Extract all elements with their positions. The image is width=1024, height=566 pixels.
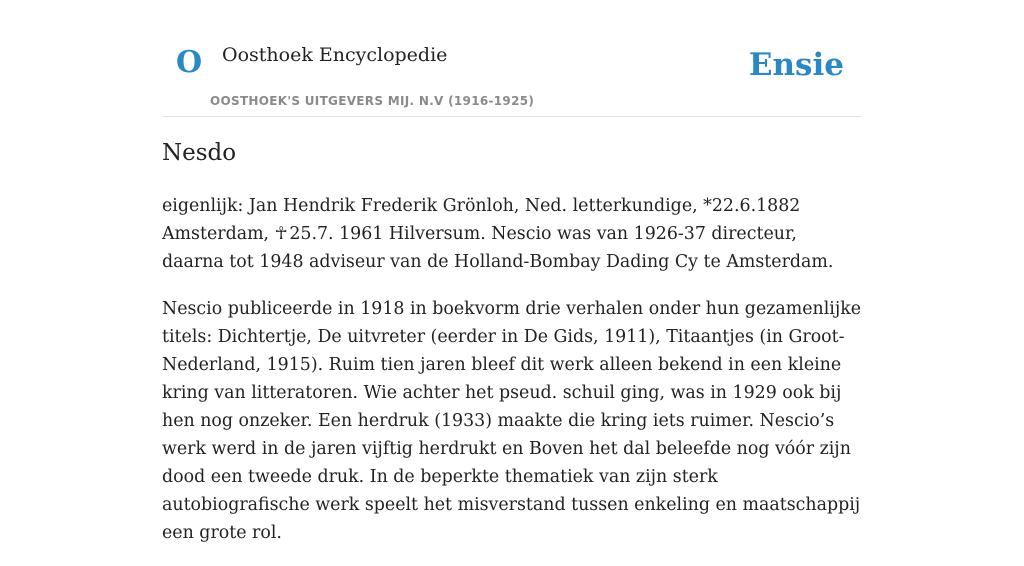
ensie-brand-link[interactable]: Ensie [748, 47, 844, 83]
entry-title: Nesdo [162, 140, 237, 166]
entry-paragraph: Nescio publiceerde in 1918 in boekvorm drie verhalen onder hun gezamenlijke titels: Dichtertje, De uitvreter (eerder in De Gids, 1911), Titaantjes (in Groot-Nederland, 1915). Ruim tien jaren bleef dit werk alleen bekend in een kleine kring van litteratoren. Wie achter het pseud. schuil ging, was in 1929 ook bij hen nog onzeker. Een herdruk (1933) maakte die kring iets ruimer. Nescio’s werk werd in de jaren vijftig herdrukt en Boven het dal beleefde nog vóór zijn dood een tweede druk. In de beperkte thematiek van zijn sterk autobiografische werk speelt het misverstand tussen enkeling en maatschappij een grote rol. [162, 299, 862, 543]
encyclopedia-logo[interactable]: O [176, 45, 203, 80]
encyclopedia-title[interactable]: Oosthoek Encyclopedie [222, 44, 448, 66]
article-page [162, 0, 862, 543]
publisher-subtitle: OOSTHOEK'S UITGEVERS MIJ. N.V (1916-1925) [210, 94, 535, 108]
entry-body [162, 192, 862, 566]
encyclopedia-header [162, 0, 862, 117]
entry-paragraph: eigenlijk: Jan Hendrik Frederik Grönloh, Ned. letterkundige, *22.6.1882 Amsterdam, ☥ 25.7. 1961 Hilversum. Nescio was van 1926-37 directeur, daarna tot 1948 adviseur van de Holland-Bombay Dading Cy te Amsterdam. [162, 196, 834, 272]
